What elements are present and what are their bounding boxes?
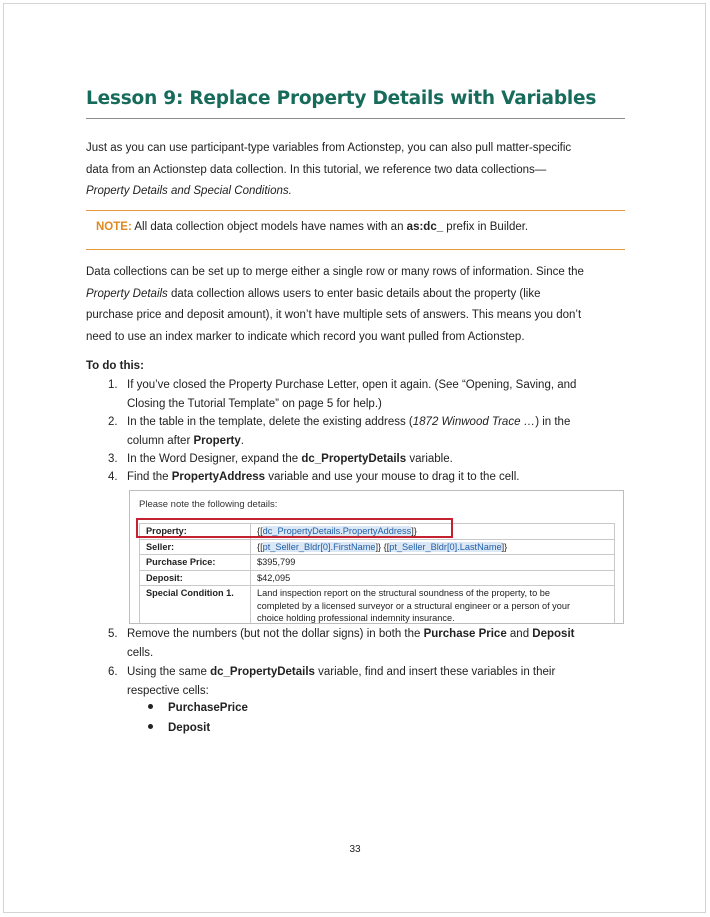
bullet-item-purchaseprice: PurchasePrice	[148, 702, 248, 714]
table-row	[140, 539, 615, 555]
table-row	[140, 586, 615, 625]
intro-paragraph: Just as you can use participant-type variables from Actionstep, you can also pull matter-specific data from an Actionstep data collection. In this tutorial, we reference two data collections— Property Details and Special Conditions.	[86, 142, 572, 197]
seller-label: Seller:	[140, 539, 251, 555]
todo-heading: To do this:	[86, 360, 144, 372]
property-label: Property:	[140, 524, 251, 540]
table-row	[140, 570, 615, 586]
note-label: NOTE:	[96, 221, 132, 233]
special-condition-value: Land inspection report on the structural soundness of the property, to be completed by a licensed surveyor or a structural engineer or a person of your choice holding professional indemnity insurance.	[251, 586, 615, 625]
bullet-icon	[148, 704, 153, 709]
screenshot-caption: Please note the following details:	[139, 499, 278, 510]
note-callout	[86, 210, 625, 250]
bullet-item-deposit: Deposit	[148, 722, 210, 734]
bullet-icon	[148, 724, 153, 729]
deposit-value: $42,095	[251, 570, 615, 586]
property-row-highlight	[136, 518, 453, 538]
template-table-screenshot	[129, 490, 624, 624]
title-divider	[86, 118, 625, 119]
seller-firstname-variable: pt_Seller_Bldr[0].FirstName	[262, 541, 376, 552]
note-prefix-code: as:dc_	[406, 221, 444, 233]
seller-lastname-variable: pt_Seller_Bldr[0].LastName	[389, 541, 502, 552]
data-collection-paragraph: Data collections can be set up to merge either a single row or many rows of information. Since the Property Details data collection allows users to enter basic details about the property (like purchase price and deposit amount), it won’t have multiple sets of answers. This means you don’t need to use an index marker to indicate which record you want pulled from Actionstep.	[86, 266, 584, 343]
table-row	[140, 555, 615, 571]
deposit-label: Deposit:	[140, 570, 251, 586]
purchase-price-label: Purchase Price:	[140, 555, 251, 571]
page-title: Lesson 9: Replace Property Details with Variables	[86, 88, 597, 109]
special-condition-label: Special Condition 1.	[140, 586, 251, 625]
property-value-cell: {[dc_PropertyDetails.PropertyAddress]}	[251, 524, 615, 540]
property-address-variable: dc_PropertyDetails.PropertyAddress	[262, 526, 412, 536]
page-number: 33	[349, 844, 361, 855]
purchase-price-value: $395,799	[251, 555, 615, 571]
note-text: NOTE: All data collection object models have names with an as:dc_ prefix in Builder.	[96, 221, 529, 233]
property-details-table	[139, 523, 615, 624]
seller-value-cell: {[pt_Seller_Bldr[0].FirstName]} {[pt_Seller_Bldr[0].LastName]}	[251, 539, 615, 555]
